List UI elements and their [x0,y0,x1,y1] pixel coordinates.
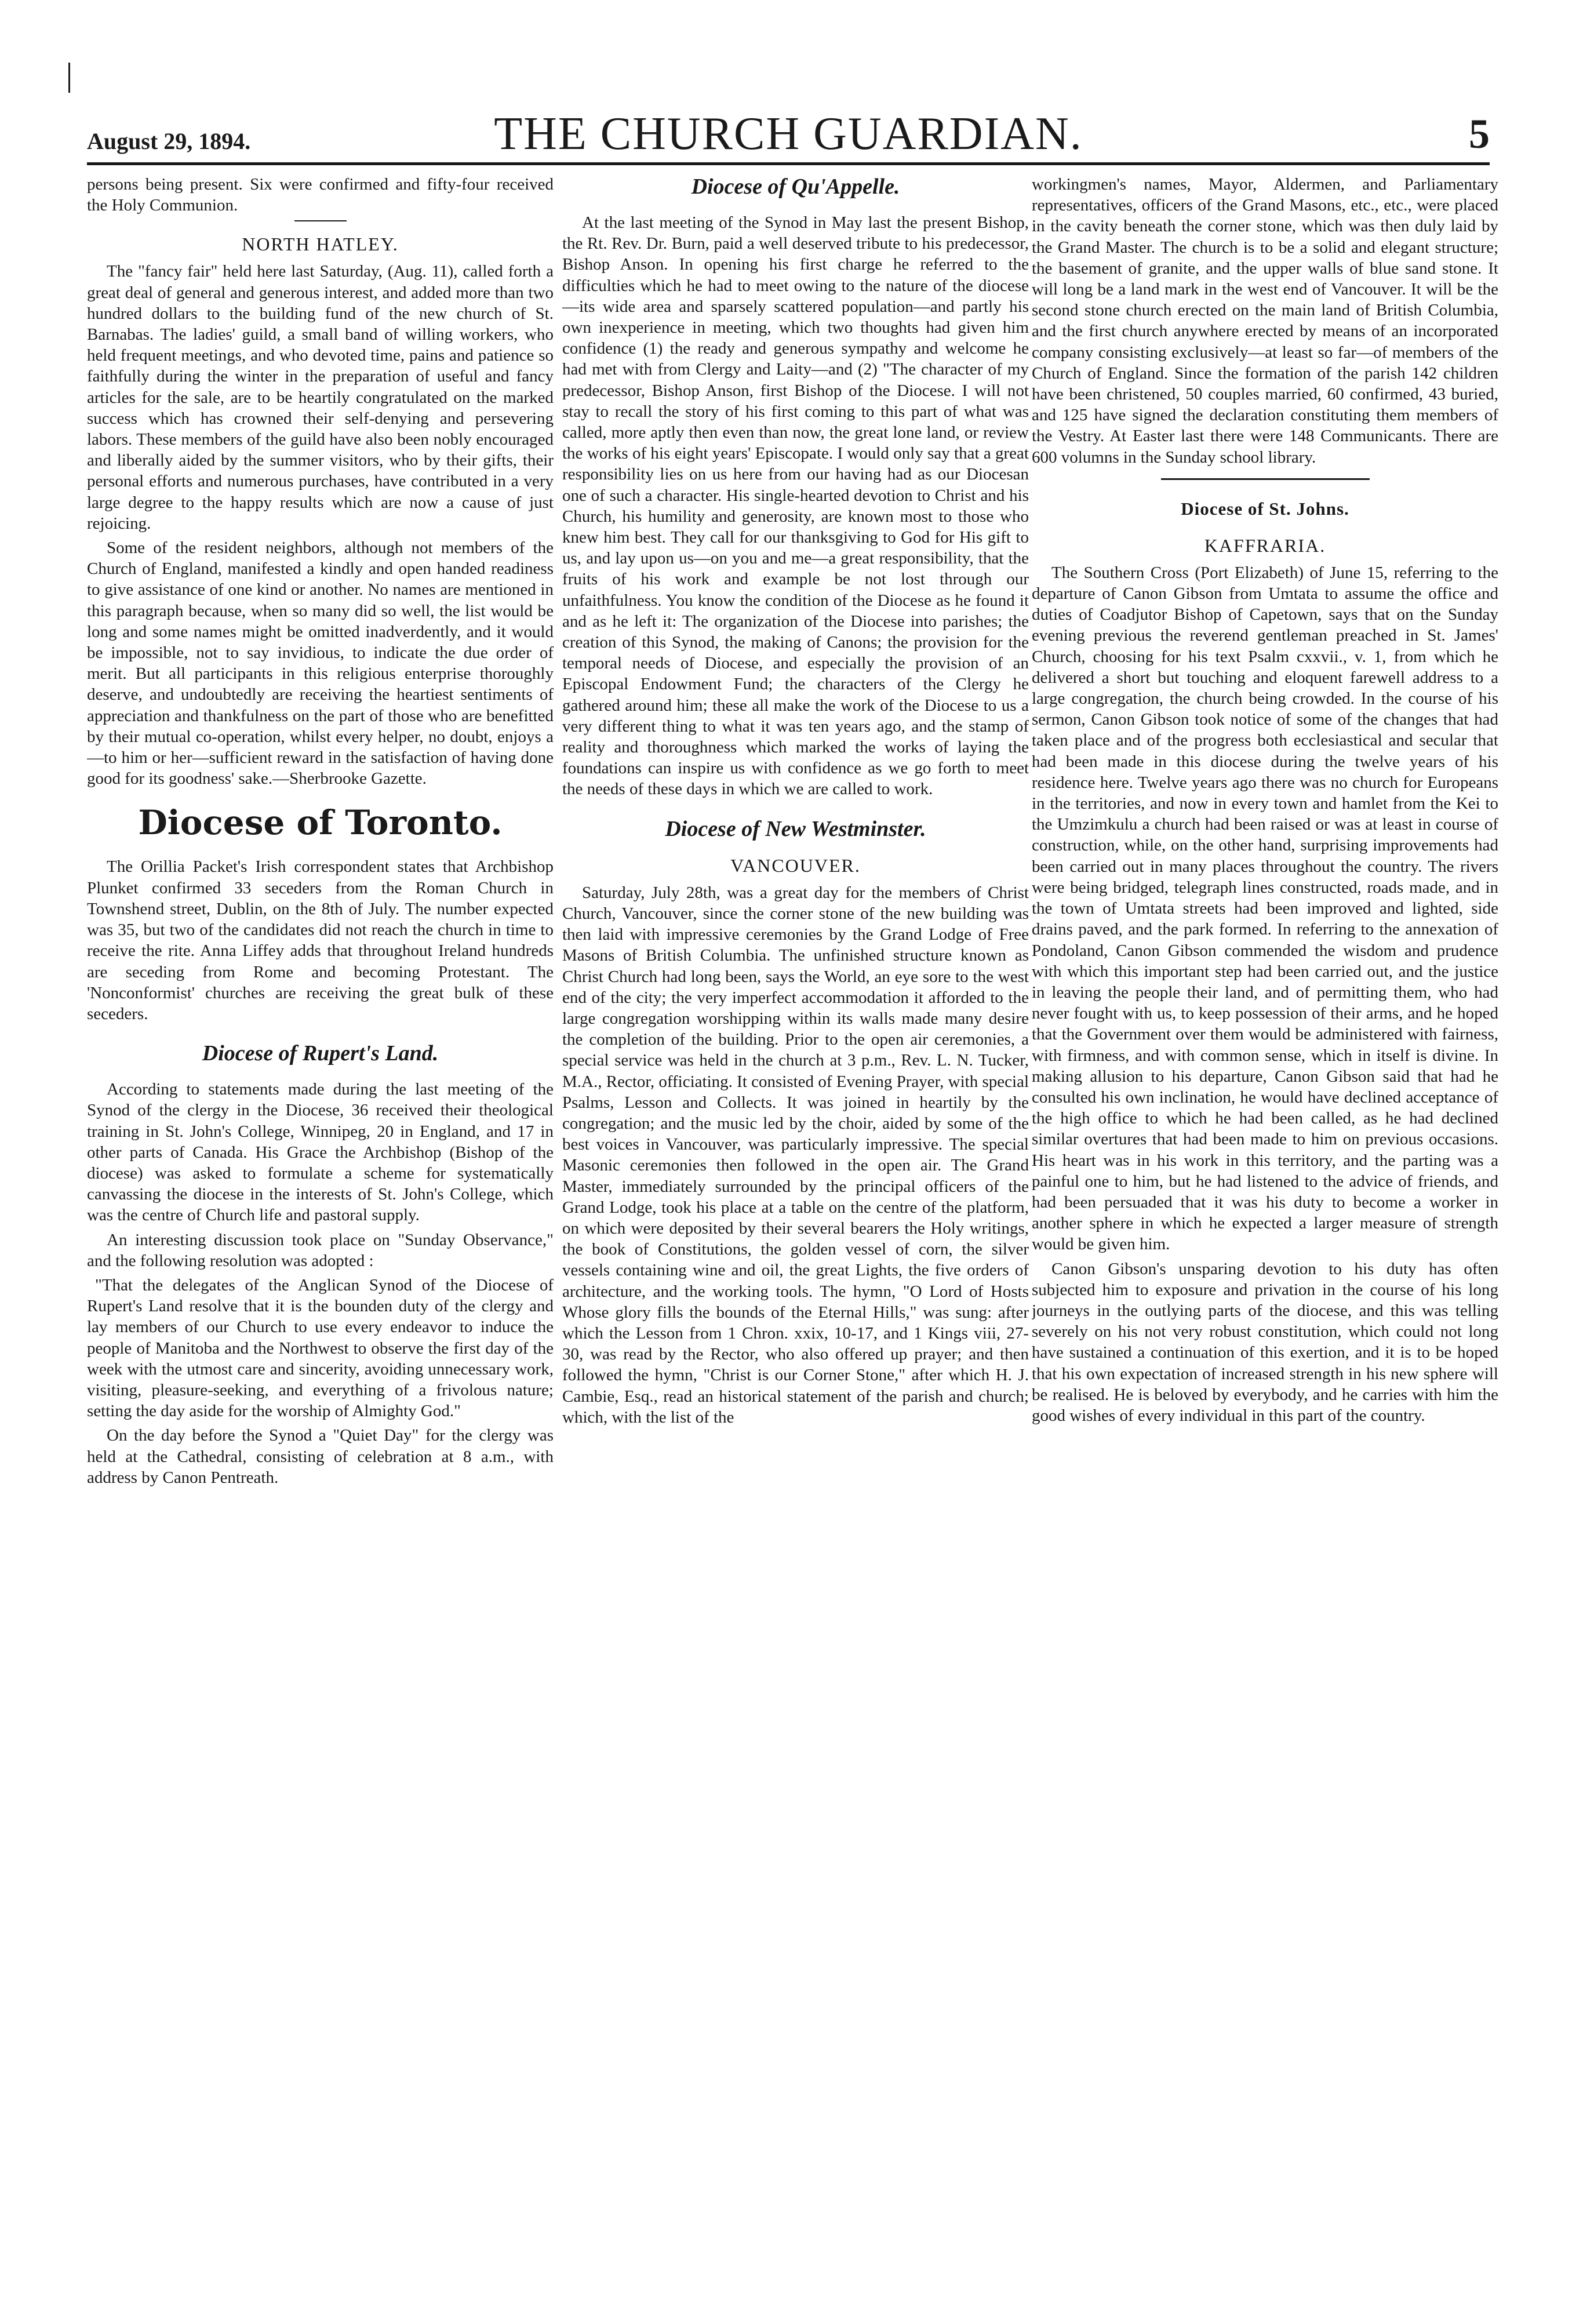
ruperts-land-paragraph: According to statements made during the last meeting of the Synod of the clergy in the Diocese, 36 received their theological training in St. John's College, Winnipeg, 20 in England, and 17 in other parts of Canada. His Grace the Archbishop (Bishop of the diocese) was asked to formulate a scheme for systematically canvassing the diocese in the interests of St. John's College, which was the centre of Church life and pastoral supply. [87,1080,554,1225]
page-number: 5 [1469,111,1490,157]
issue-date: August 29, 1894. [87,128,251,154]
new-westminster-paragraph: Saturday, July 28th, was a great day for the members of Christ Church, Vancouver, since the corner stone of the new building was then laid with impressive ceremonies by the Grand Lodge of Free Masons of British Columbia. The unfinished structure known as Christ Church had long been, says the World, an eye sore to the west end of the city; the very imperfect accommodation it afforded to the large congregation worshipping within its walls made many desire the completion of the building. Prior to the open air ceremonies, a special service was held in the church at 3 p.m., Rev. L. N. Tucker, M.A., Rector, officiating. It consisted of Evening Prayer, with special Psalms, Lesson and Collects. It was joined in heartily by the congregation; and the music led by the choir, aided by some of the best voices in Vancouver, was particularly impressive. The special Masonic ceremonies then followed in the open air. The Grand Master, immediately surrounded by the principal officers of the Grand Lodge, took his place at a table on the centre of the platform, on which were deposited by their several bearers the Holy writings, the book of Constitutions, the golden vessel of corn, the silver vessels containing wine and oil, the great Lights, the five orders of architecture, and the working tools. The hymn, "O Lord of Hosts Whose glory fills the bounds of the Eternal Hills," was sung: after which the Lesson from 1 Chron. xxix, 10-17, and 1 Kings viii, 27-30, was read by the Rector, who also offered up prayer; and then followed the hymn, "Christ is our Corner Stone," after which H. J. Cambie, Esq., read an historical statement of the parish and church; which, with the list of the [562,883,1029,1427]
kaffraria-subhead: KAFFRARIA. [1204,534,1326,556]
divider [294,220,347,221]
ruperts-land-heading: Diocese of Rupert's Land. [202,1041,439,1066]
quappelle-heading: Diocese of Qu'Appelle. [691,174,900,199]
toronto-heading: Diocese of Toronto. [138,803,503,843]
synod-resolution: "That the delegates of the Anglican Synod of the Diocese of Rupert's Land resolve that it is the bounden duty of the clergy and lay members of our Church to use every endeavor to induce the people of Manitoba and the Northwest to observe the first day of the week with the utmost care and sincerity, avoiding unnecessary work, visiting, pleasure-seeking, and everything of a frivolous nature; setting the day aside for the worship of Almighty God." [87,1275,554,1421]
quappelle-paragraph: At the last meeting of the Synod in May last the present Bishop, the Rt. Rev. Dr. Burn, paid a well deserved tribute to his predecessor, Bishop Anson. In opening his first charge he referred to the difficulties which he had to meet owing to the nature of the diocese—its wide area and sparsely scattered population—and partly his own inexperience in meeting, which two thoughts had given him confidence (1) the ready and generous sympathy and welcome he had met with from Clergy and Laity—and (2) "The character of my predecessor, Bishop Anson, first Bishop of the Diocese. I will not stay to recall the story of his first coming to this part of what was called, more aptly then even than now, the great lone land, or review the works of his eight years' Episcopate. I would only say that a great responsibility lies on us here from our having had as our Diocesan one of such a character. His single-hearted devotion to Christ and his Church, his humility and generosity, are known most to those who knew him best. They call for our thanksgiving to God for His gift to us, and lay upon us—on you and me—a great responsibility, that the fruits of his work and example be not lost through our unfaithfulness. You know the condition of the Diocese as he found it and as he left it: The organization of the Diocese into parishes; the creation of this Synod, the making of Canons; the provision for the temporal needs of Diocese, and especially the provision of an Episcopal Endowment Fund; the characters of the Clergy he gathered around him; these all make the work of the Diocese to us a very different thing to what it was ten years ago, and the stamp of reality and thoroughness which marked the works of laying the foundations can inspire us with confidence as we go forth to meet the needs of these days in which we are called to work. [562,213,1029,799]
newspaper-title: THE CHURCH GUARDIAN. [494,108,1083,159]
st-johns-paragraph: The Southern Cross (Port Elizabeth) of June 15, referring to the departure of Canon Gibson from Umtata to assume the office and duties of Coadjutor Bishop of Capetown, says that on the Sunday evening previous the reverend gentleman preached in St. James' Church, choosing for his text Psalm cxxvii., v. 1, from which he delivered a short but touching and eloquent farewell address to a large congregation, the church being crowded. In the course of his sermon, Canon Gibson took notice of some of the changes that had taken place and of the progress both ecclesiastical and secular that had been made in this diocese during the twelve years of his residence here. Twelve years ago there was no church for Europeans in the territories, and now in every town and hamlet from the Kei to the Umzimkulu a church had been raised or was at least in course of construction, while, on the other hand, surprising improvements had been carried out in many places throughout the country. The rivers were being bridged, telegraph lines constructed, roads made, and in the town of Umtata streets had been improved and lighted, side drains paved, and the park formed. In referring to the annexation of Pondoland, Canon Gibson commended the wisdom and prudence with which this important step had been carried out, and the justice in leaving the people their land, and of permitting them, who had never fought with us, to keep possession of their arms, and he hoped that the Government over them would be administered with fairness, with firmness, and with common sense, which in itself is divine. In making allusion to his departure, Canon Gibson said that had he consulted his own inclination, he would have declined acceptance of the high office to which he had been called, as he had declined similar overtures that had been made to him on previous occasions. His heart was in his work in this territory, and the parting was a painful one to him, but he had listened to the advice of friends, and had been persuaded that it was his duty to become a worker in another sphere in which he expected a larger measure of strength would be given him. [1032,563,1498,1254]
ruperts-land-paragraph: On the day before the Synod a "Quiet Day" for the clergy was held at the Cathedral, consisting of celebration at 8 a.m., with address by Canon Pentreath. [87,1426,554,1487]
vancouver-continuation: workingmen's names, Mayor, Aldermen, and Parliamentary representatives, officers of the Grand Masons, etc., etc., were placed in the cavity beneath the corner stone, which was then duly laid by the Grand Master. The church is to be a solid and elegant structure; the basement of granite, and the upper walls of blue sand stone. It will long be a land mark in the west end of Vancouver. It will be the second stone church erected on the main land of British Columbia, and the first church anywhere erected by means of an incorporated company consisting exclusively—at least so far—of members of the Church of England. Since the formation of the parish 142 children have been christened, 50 couples married, 60 confirmed, 43 buried, and 125 have signed the declaration constituting them members of the Vestry. At Easter last there were 148 Communicants. There are 600 volumns in the Sunday school library. [1032,175,1498,467]
ruperts-land-paragraph: An interesting discussion took place on "Sunday Observance," and the following resolution was adopted : [87,1230,554,1270]
column-3 [1032,174,1498,2307]
divider [1161,478,1370,480]
north-hatley-heading: NORTH HATLEY. [242,234,399,255]
masthead [87,104,1490,165]
st-johns-paragraph: Canon Gibson's unsparing devotion to his duty has often subjected him to exposure and privation in the course of his long journeys in the outlying parts of the diocese, and this was telling severely on his not very robust constitution, which could not long have sustained a continuation of this exertion, and it is to be hoped that his own expectation of increased strength in his new sphere will be realised. He is beloved by everybody, and he carries with him the good wishes of every individual in this part of the country. [1032,1259,1498,1425]
margin-mark [68,63,70,93]
north-hatley-paragraph: The "fancy fair" held here last Saturday, (Aug. 11), called forth a great deal of general and generous interest, and added more than two hundred dollars to the building fund of the new church of St. Barnabas. The ladies' guild, a small band of willing workers, who held frequent meetings, and who devoted time, pains and patience so faithfully during the winter in the preparation of useful and fancy articles for the sale, are to be heartily congratulated on the marked success which has crowned their self-denying and persevering labors. These members of the guild have also been nobly encouraged and liberally aided by the summer visitors, who by their gifts, their personal efforts and numerous purchases, have contributed in a very large degree to the happy results which are now a cause of just rejoicing. [87,262,554,533]
toronto-paragraph: The Orillia Packet's Irish correspondent states that Archbishop Plunket confirmed 33 seceders from the Roman Church in Townshend street, Dublin, on the 8th of July. The number expected was 35, but two of the candidates did not reach the church in time to receive the rite. Anna Liffey adds that throughout Ireland hundreds are seceding from Rome and becoming Protestant. The 'Nonconformist' churches are receiving the great bulk of these seceders. [87,857,554,1023]
new-westminster-heading: Diocese of New Westminster. [665,816,926,841]
article-continuation: persons being present. Six were confirmed and fifty-four received the Holy Communion. [87,175,554,215]
vancouver-subhead: VANCOUVER. [730,854,861,876]
column-2 [562,174,1029,2307]
column-1 [87,174,554,2307]
north-hatley-paragraph: Some of the resident neighbors, although not members of the Church of England, manifested a kindly and open handed readiness to give assistance of one kind or another. No names are mentioned in this paragraph because, when so many did so well, the list would be long and some names might be omitted inadverdently, and it would be impossible, not to say invidious, to indicate the due order of merit. But all participants in this religious enterprise thoroughly deserve, and undoubtedly are receiving the heartiest sentiments of appreciation and thankfulness on the part of those who are benefitted by their mutual co-operation, whilst every helper, no doubt, enjoys a—to him or her—sufficient reward in the satisfaction of having done good for its goodness' sake.—Sherbrooke Gazette. [87,539,554,788]
st-johns-heading: Diocese of St. Johns. [1181,498,1349,519]
